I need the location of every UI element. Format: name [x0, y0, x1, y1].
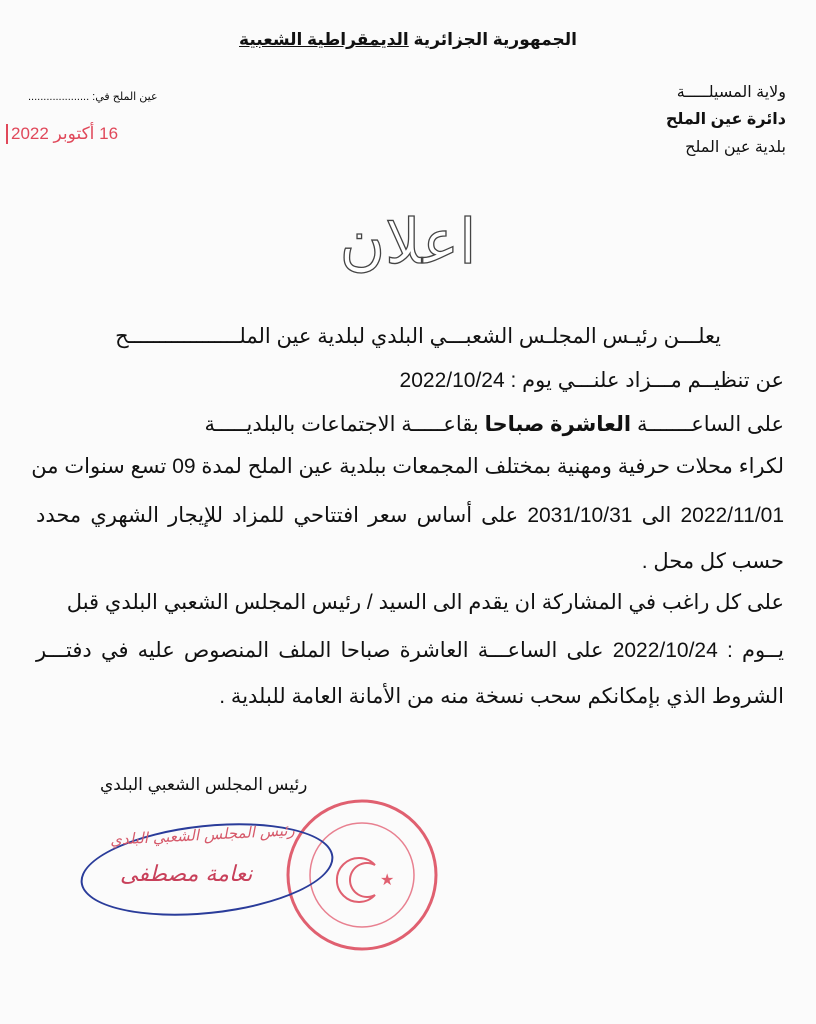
para1-line: عن تنظيــم مـــزاد علنـــي يوم : 2022/10/24	[399, 369, 784, 392]
stamp-signatory-title: رئيس المجلس الشعبي البلدي	[109, 821, 296, 849]
para1-line: على الساعـــــــة العاشرة صباحا بقاعـــــة الاجتماعات بالبلديـــــة	[204, 413, 784, 436]
wilaya: ولاية المسيلـــــة	[676, 84, 786, 101]
header-part2: الديمقراطية الشعبية	[239, 30, 409, 49]
para1-line: حسب كل محل .	[641, 550, 784, 573]
baladiya: بلدية عين الملح	[685, 139, 786, 156]
para2-line: الشروط الذي بإمكانكم سحب نسخة منه من الأمانة العامة للبلدية .	[219, 685, 784, 708]
para2-line: على كل راغب في المشاركة ان يقدم الى السيد / رئيس المجلس الشعبي البلدي قبل	[66, 591, 784, 614]
signatory-name: نعامة مصطفى	[120, 862, 253, 887]
date-stamp: 16 أكتوبر 2022	[6, 124, 118, 144]
para1-line: يعلـــن رئيـس المجلـس الشعبـــي البلدي لبلدية عين الملــــــــــــــــــح	[115, 325, 721, 348]
svg-text:★: ★	[380, 872, 395, 889]
document-title: اعلان	[339, 205, 477, 278]
signature-title: رئيس المجلس الشعبي البلدي	[100, 775, 308, 794]
para1-line: 2022/11/01 الى 2031/10/31 على أساس سعر افتتاحي للمزاد للإيجار الشهري محدد	[36, 504, 785, 527]
para2-line: يــوم : 2022/10/24 على الساعـــة العاشرة صباحا الملف المنصوص عليه في دفتـــر	[36, 639, 784, 662]
daira: دائرة عين الملح	[665, 111, 786, 128]
para1-line: لكراء محلات حرفية ومهنية بمختلف المجمعات ببلدية عين الملح لمدة 09 تسع سنوات من	[31, 455, 784, 478]
header-part1: الجمهورية الجزائرية	[413, 30, 577, 49]
place-date-label: عين الملح في: ....................	[28, 91, 158, 103]
country-header	[0, 30, 816, 50]
